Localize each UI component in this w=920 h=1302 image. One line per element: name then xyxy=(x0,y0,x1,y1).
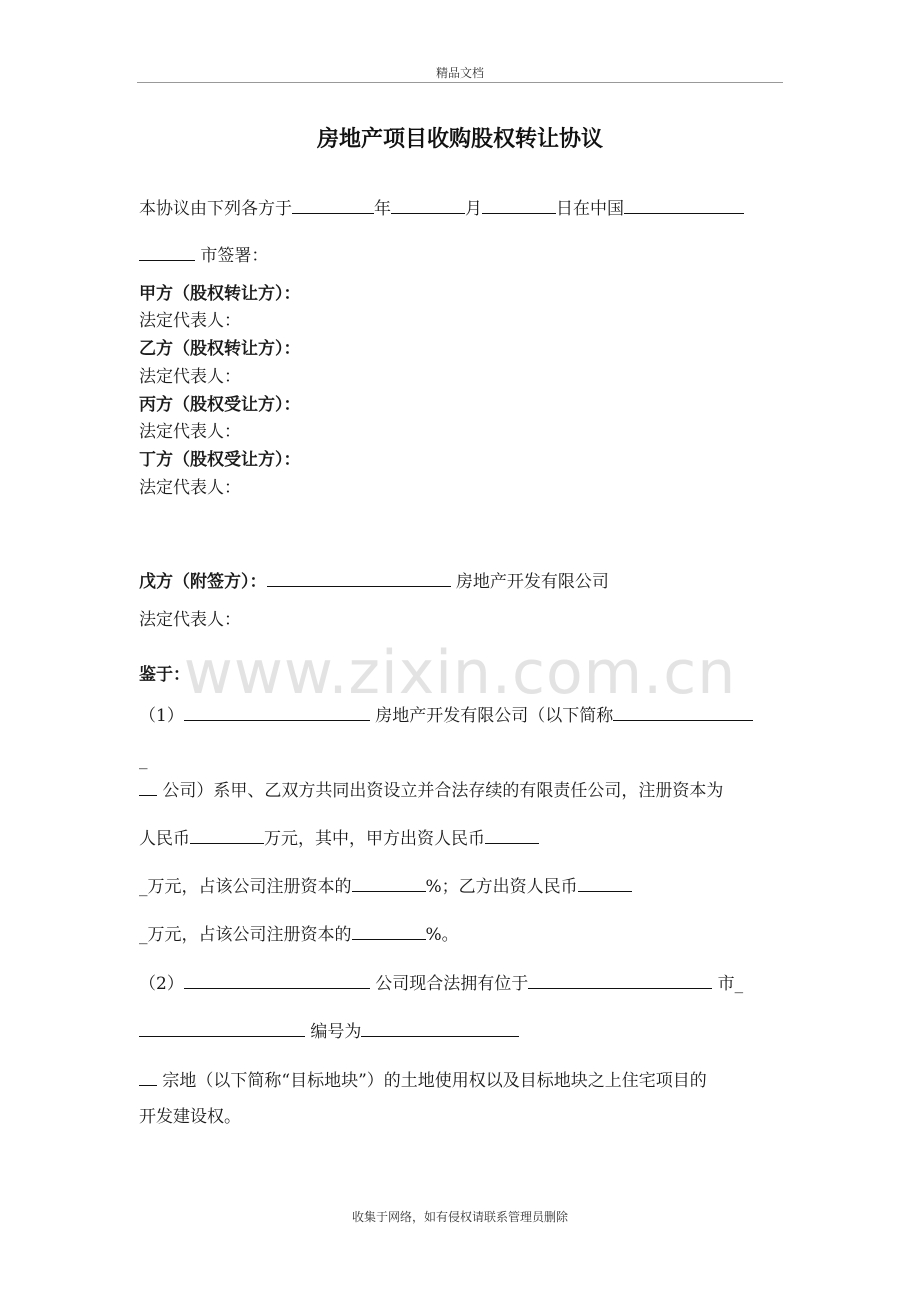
blank-field xyxy=(139,1018,305,1037)
intro-year: 年 xyxy=(374,199,391,219)
clause1-text-4b: %；乙方出资人民币 xyxy=(425,877,578,897)
clause2-text-d: 宗地（以下简称“目标地块”）的土地使用权以及目标地块之上住宅项目的 xyxy=(162,1071,707,1091)
blank-field xyxy=(352,921,426,940)
blank-field xyxy=(292,195,374,214)
intro-sign-text: 市签署： xyxy=(200,246,269,266)
blank-field xyxy=(190,825,264,844)
clause2-text-a: 公司现合法拥有位于 xyxy=(375,974,529,994)
party-bing-rep: 法定代表人： xyxy=(139,422,241,442)
blank-field xyxy=(528,970,712,989)
clause1-text-4a: _万元，占该公司注册资本的 xyxy=(139,877,352,897)
clause1-text-3b: 万元，其中，甲方出资人民币 xyxy=(264,829,485,849)
clause1-text-3a: 人民币 xyxy=(139,829,190,849)
blank-field xyxy=(184,970,370,989)
watermark: www.zixin.com.cn xyxy=(183,638,737,708)
clause1-line-3 xyxy=(139,825,539,851)
party-jia-rep: 法定代表人： xyxy=(139,311,241,331)
party-wu-label: 戊方（附签方）： xyxy=(139,572,267,592)
header-divider xyxy=(137,82,783,83)
intro-day: 日在中国 xyxy=(556,199,624,219)
blank-field xyxy=(624,195,744,214)
blank-field xyxy=(391,195,465,214)
intro-line-2 xyxy=(139,242,268,268)
clause1-line-2 xyxy=(139,777,723,803)
blank-field xyxy=(267,568,451,587)
intro-month: 月 xyxy=(465,199,482,219)
intro-text: 本协议由下列各方于 xyxy=(139,199,292,219)
clause1-line-5 xyxy=(139,921,459,947)
party-jia-label: 甲方（股权转让方）： xyxy=(139,284,301,304)
blank-field xyxy=(139,242,195,261)
clause1-text-2: 公司）系甲、乙双方共同出资设立并合法存续的有限责任公司，注册资本为 xyxy=(162,781,724,801)
blank-field xyxy=(485,825,539,844)
clause2-number: （2） xyxy=(139,974,184,994)
page-footer: 收集于网络，如有侵权请联系管理员删除 xyxy=(351,1210,568,1224)
party-yi-rep: 法定代表人： xyxy=(139,367,241,387)
party-wu-rep: 法定代表人： xyxy=(139,610,241,630)
party-ding-label: 丁方（股权受让方）： xyxy=(139,450,301,470)
party-bing-label: 丙方（股权受让方）： xyxy=(139,395,301,415)
page-header: 精品文档 xyxy=(435,66,484,80)
blank-field xyxy=(184,702,370,721)
intro-line-1 xyxy=(139,195,744,221)
blank-field xyxy=(613,702,753,721)
clause1-number: （1） xyxy=(139,706,184,726)
clause2-text-b: 市_ xyxy=(717,974,744,994)
blank-field xyxy=(482,195,556,214)
clause1-line-4 xyxy=(139,873,632,899)
blank-field xyxy=(578,873,632,892)
clause2-line-4: 开发建设权。 xyxy=(139,1107,241,1127)
clause2-line-1 xyxy=(139,970,743,996)
blank-field xyxy=(361,1018,519,1037)
whereas-heading: 鉴于： xyxy=(139,665,190,685)
clause1-line-1 xyxy=(139,702,753,728)
blank-field xyxy=(352,873,426,892)
clause1-company: 房地产开发有限公司（以下简称 xyxy=(375,706,614,726)
clause1-text-5b: %。 xyxy=(425,925,459,945)
clause1-text-5a: _万元，占该公司注册资本的 xyxy=(139,925,352,945)
party-ding-rep: 法定代表人： xyxy=(139,478,241,498)
party-yi-label: 乙方（股权转让方）： xyxy=(139,339,301,359)
document-title: 房地产项目收购股权转让协议 xyxy=(316,127,603,152)
blank-field xyxy=(139,1067,157,1086)
blank-field xyxy=(139,777,157,796)
clause1-dash: _ xyxy=(139,750,148,770)
clause2-text-c: 编号为 xyxy=(310,1022,362,1042)
clause2-line-2 xyxy=(139,1018,519,1044)
party-wu-line xyxy=(139,568,609,594)
clause2-line-3 xyxy=(139,1067,707,1093)
party-wu-company: 房地产开发有限公司 xyxy=(455,572,609,592)
